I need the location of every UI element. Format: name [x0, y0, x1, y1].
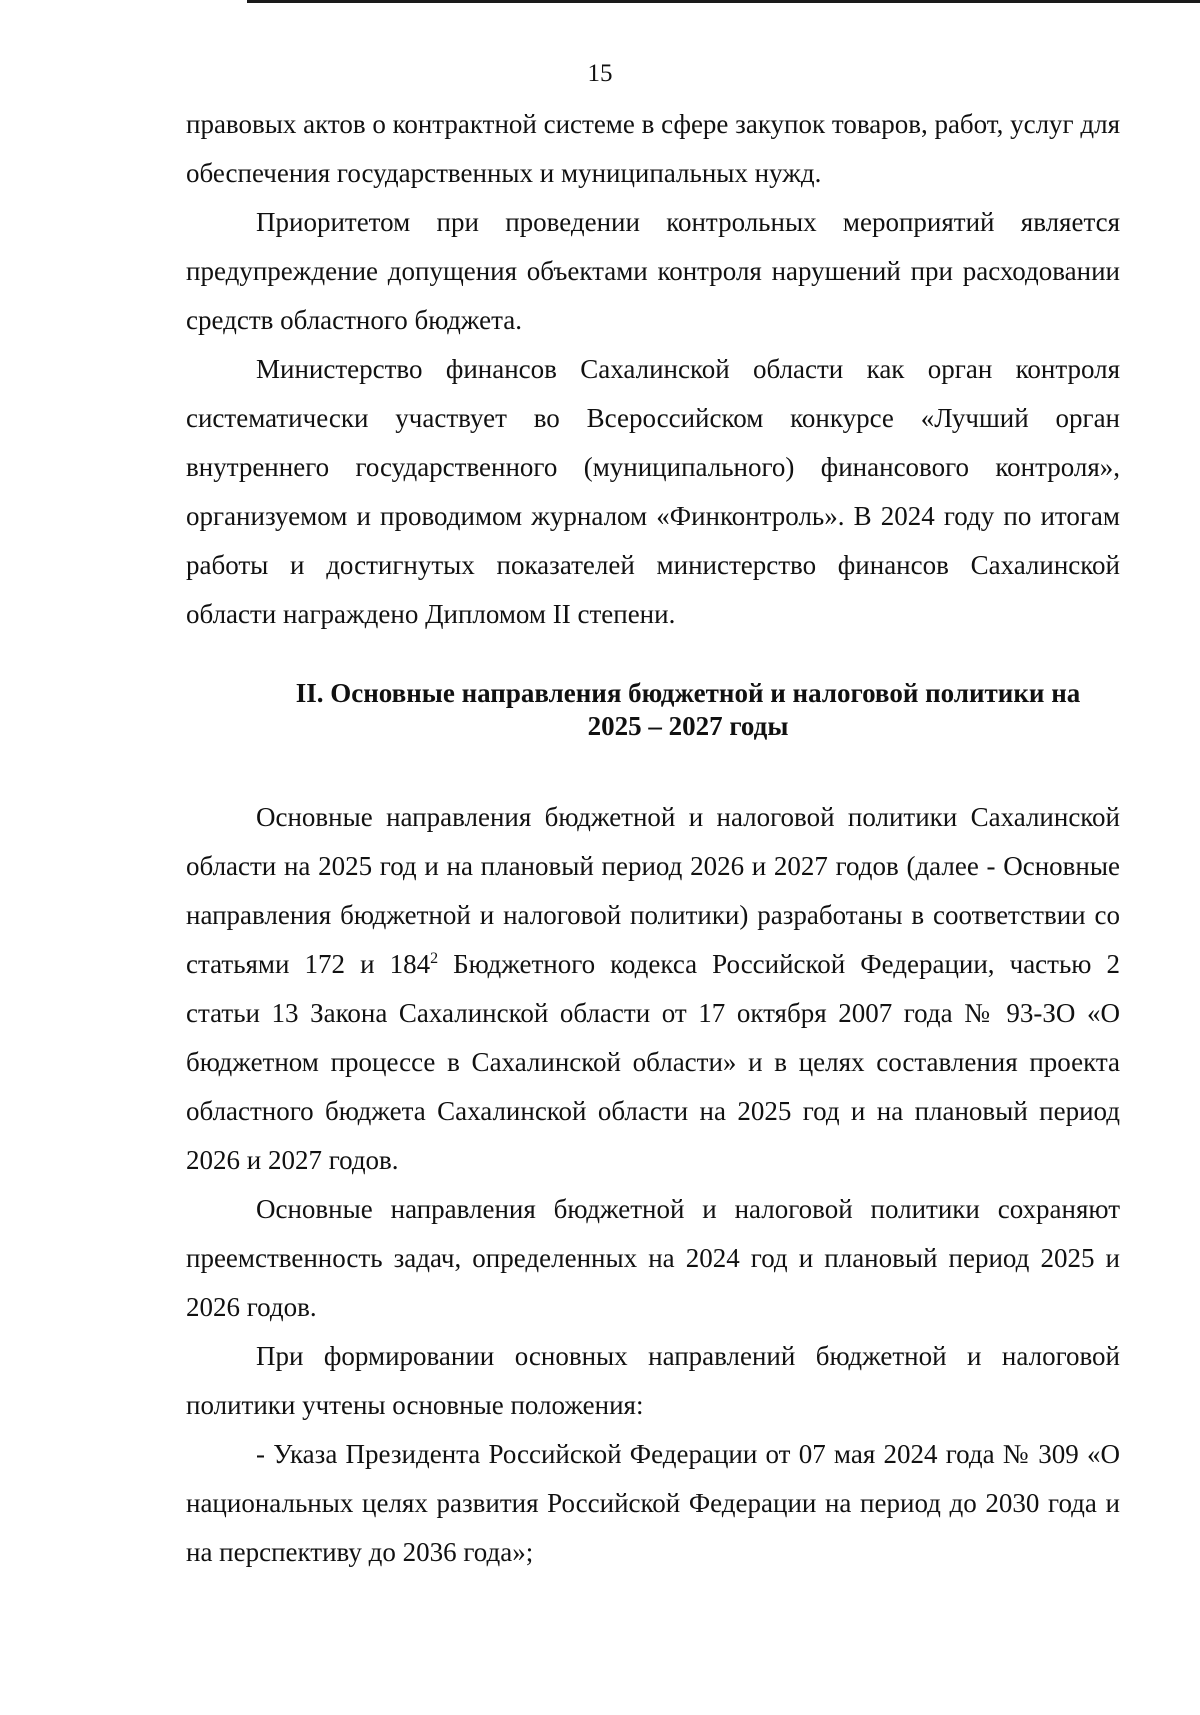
- section-heading-line-1: II. Основные направления бюджетной и налоговой политики на: [295, 678, 1081, 708]
- paragraph-priority: Приоритетом при проведении контрольных мероприятий является предупреждение допущения объектами контроля нарушений при расходовании средств областного бюджета.: [186, 207, 1120, 335]
- paragraph-main-directions-part-1: Основные направления бюджетной и налоговой политики Сахалинской области на 2025 год и на плановый период 2026 и 2027 годов (далее - Основные направления бюджетной и налоговой политики) разработаны в соответствии со статьями 172 и 184: [186, 802, 1120, 979]
- paragraph-main-directions: [186, 793, 1120, 1185]
- paragraph-ministry-award: Министерство финансов Сахалинской области как орган контроля систематически участвует во Всероссийском конкурсе «Лучший орган внутреннего государственного (муниципального) финансового контроля», организуемом и проводимом журналом «Финконтроль». В 2024 году по итогам работы и достигнутых показателей министерство финансов Сахалинской области награждено Дипломом II степени.: [186, 354, 1120, 629]
- document-body: [186, 100, 1120, 1577]
- top-border-line: [247, 0, 1200, 3]
- superscript: 2: [430, 950, 439, 967]
- section-heading-line-2: 2025 – 2027 годы: [587, 711, 789, 741]
- paragraph-continuation: правовых актов о контрактной системе в сфере закупок товаров, работ, услуг для обеспечения государственных и муниципальных нужд.: [186, 109, 1120, 188]
- paragraph-provisions-intro: При формировании основных направлений бюджетной и налоговой политики учтены основные положения:: [186, 1341, 1120, 1420]
- section-heading: [186, 677, 1120, 743]
- paragraph-main-directions-part-2: Бюджетного кодекса Российской Федерации, частью 2 статьи 13 Закона Сахалинской области от 17 октября 2007 года № 93-ЗО «О бюджетном процессе в Сахалинской области» и в целях составления проекта областного бюджета Сахалинской области на 2025 год и на плановый период 2026 и 2027 годов.: [186, 949, 1120, 1175]
- paragraph-continuity: Основные направления бюджетной и налоговой политики сохраняют преемственность задач, определенных на 2024 год и плановый период 2025 и 2026 годов.: [186, 1194, 1120, 1322]
- page-number: 15: [587, 60, 613, 87]
- list-item-decree: - Указа Президента Российской Федерации от 07 мая 2024 года № 309 «О национальных целях развития Российской Федерации на период до 2030 года и на перспективу до 2036 года»;: [186, 1439, 1120, 1567]
